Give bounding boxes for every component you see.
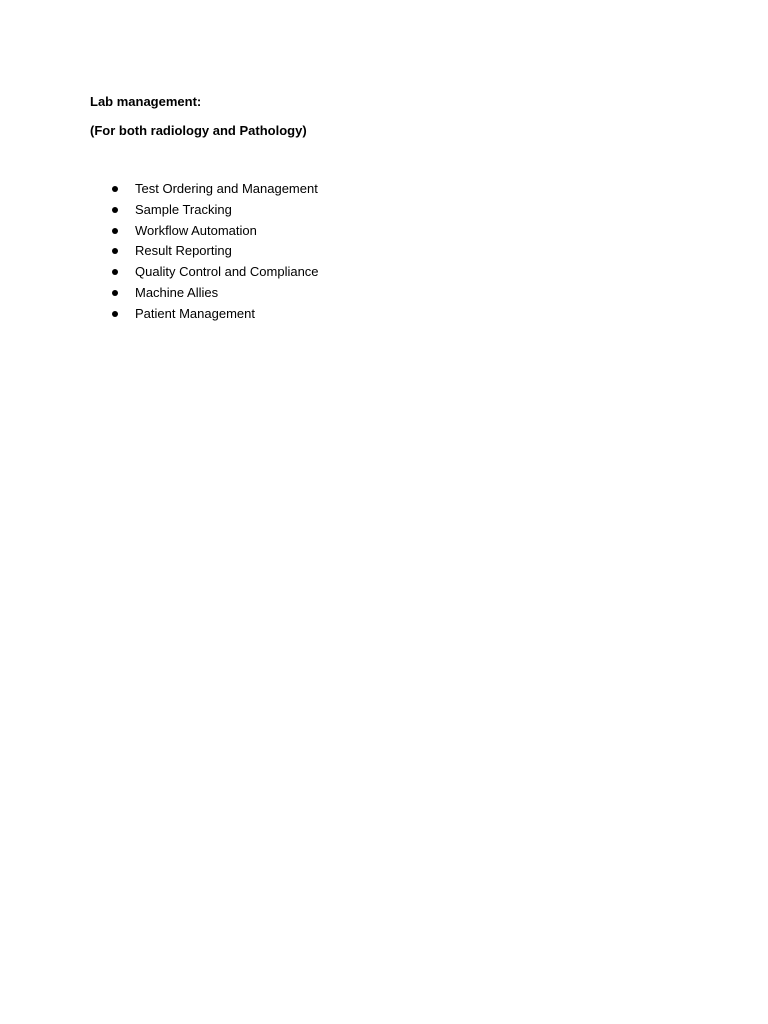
list-item-label: Machine Allies — [135, 284, 219, 300]
list-item-label: Workflow Automation — [135, 222, 257, 238]
list-item-label: Test Ordering and Management — [135, 181, 318, 196]
bullet-icon — [112, 248, 118, 254]
bullet-icon — [112, 290, 118, 296]
list-item-label: Result Reporting — [135, 243, 232, 259]
bullet-icon — [112, 311, 118, 317]
list-item-label: Patient Management — [135, 305, 255, 321]
bullet-icon — [112, 228, 118, 234]
bullet-icon — [112, 207, 118, 213]
list-item-label: Quality Control and Compliance — [135, 264, 319, 280]
page-subtitle: (For both radiology and Pathology) — [90, 123, 307, 138]
bullet-icon — [112, 269, 118, 275]
list-item-label: Sample Tracking — [135, 201, 232, 217]
page-title: Lab management: — [90, 94, 202, 109]
bullet-icon — [112, 186, 118, 192]
